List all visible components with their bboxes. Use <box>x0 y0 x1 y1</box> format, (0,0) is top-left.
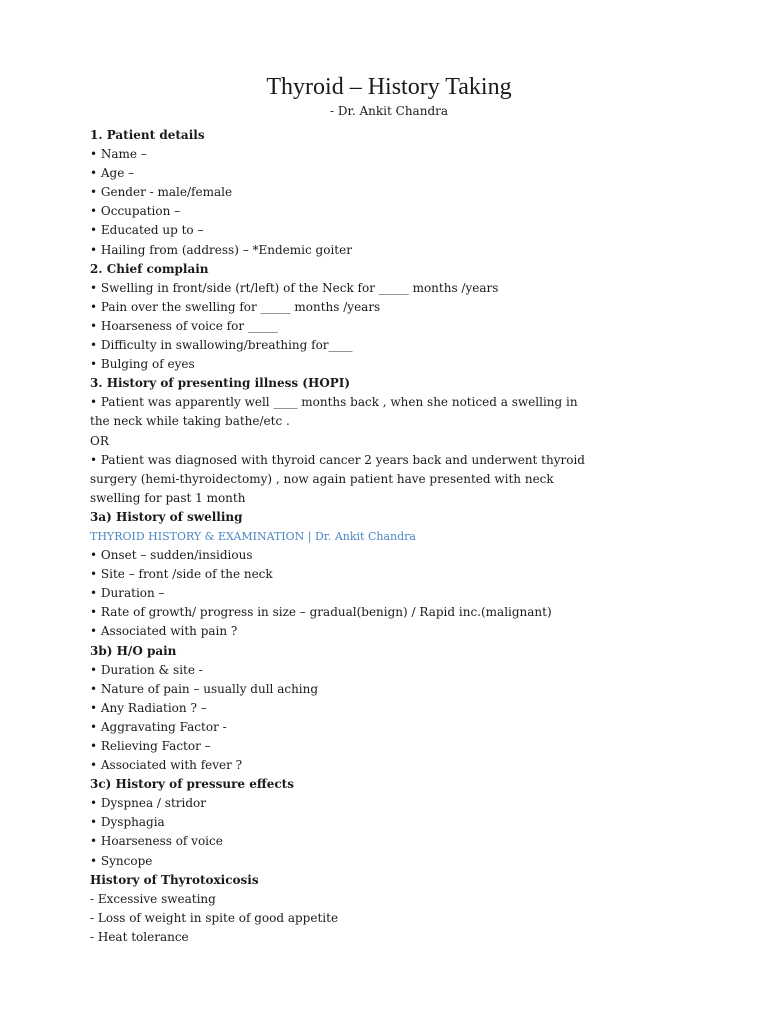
body-line: • Nature of pain – usually dull aching <box>90 681 319 696</box>
body-line: OR <box>90 433 109 448</box>
body-line: • Hoarseness of voice for _____ <box>90 318 278 333</box>
body-line: • Duration – <box>90 586 165 601</box>
body-line: the neck while taking bathe/etc . <box>90 414 290 429</box>
section-heading: 3b) H/O pain <box>90 643 177 658</box>
body-line: • Bulging of eyes <box>90 357 195 372</box>
body-line: • Name – <box>90 147 147 162</box>
body-line: - Loss of weight in spite of good appetite <box>90 910 339 925</box>
document-title: Thyroid – History Taking <box>266 74 512 100</box>
document-body <box>90 126 688 947</box>
body-line: • Relieving Factor – <box>90 739 211 753</box>
section-heading: History of Thyrotoxicosis <box>90 872 259 887</box>
body-line: • Patient was apparently well ____ months back , when she noticed a swelling in <box>90 395 578 410</box>
body-line: swelling for past 1 month <box>90 490 246 505</box>
body-line: • Hoarseness of voice <box>90 834 223 849</box>
body-line: • Aggravating Factor - <box>90 719 227 734</box>
body-line: • Age – <box>90 166 135 181</box>
section-heading: 3. History of presenting illness (HOPI) <box>90 376 351 391</box>
body-line: • Associated with fever ? <box>90 758 243 773</box>
body-line: • Gender - male/female <box>90 185 233 200</box>
section-heading: 3c) History of pressure effects <box>90 777 294 792</box>
body-line: • Onset – sudden/insidious <box>90 548 253 563</box>
body-line: • Pain over the swelling for _____ months /years <box>90 299 381 314</box>
body-line: • Any Radiation ? – <box>90 700 207 715</box>
body-line: surgery (hemi-thyroidectomy) , now again patient have presented with neck <box>90 471 554 486</box>
body-line: • Site – front /side of the neck <box>90 567 273 582</box>
body-line: • Educated up to – <box>90 223 204 238</box>
body-line: - Heat tolerance <box>90 929 189 944</box>
section-heading: 1. Patient details <box>90 128 205 142</box>
running-header-link[interactable]: THYROID HISTORY & EXAMINATION | Dr. Ankit Chandra <box>90 529 416 543</box>
body-line: • Patient was diagnosed with thyroid cancer 2 years back and underwent thyroid <box>90 452 585 467</box>
body-line: • Dyspnea / stridor <box>90 796 206 811</box>
body-line: • Swelling in front/side (rt/left) of the Neck for _____ months /years <box>90 280 499 295</box>
body-line: • Occupation – <box>90 204 181 219</box>
body-line: • Syncope <box>90 853 153 868</box>
body-line: • Duration & site - <box>90 662 203 677</box>
section-heading: 3a) History of swelling <box>90 509 243 524</box>
document-author: - Dr. Ankit Chandra <box>329 104 449 118</box>
body-line: • Rate of growth/ progress in size – gradual(benign) / Rapid inc.(malignant) <box>90 605 552 620</box>
body-line: • Difficulty in swallowing/breathing for____ <box>90 338 353 353</box>
body-line: • Hailing from (address) – *Endemic goiter <box>90 242 352 257</box>
section-heading: 2. Chief complain <box>90 261 209 276</box>
body-line: • Dysphagia <box>90 815 165 830</box>
body-line: - Excessive sweating <box>90 891 216 906</box>
body-line: • Associated with pain ? <box>90 624 238 639</box>
